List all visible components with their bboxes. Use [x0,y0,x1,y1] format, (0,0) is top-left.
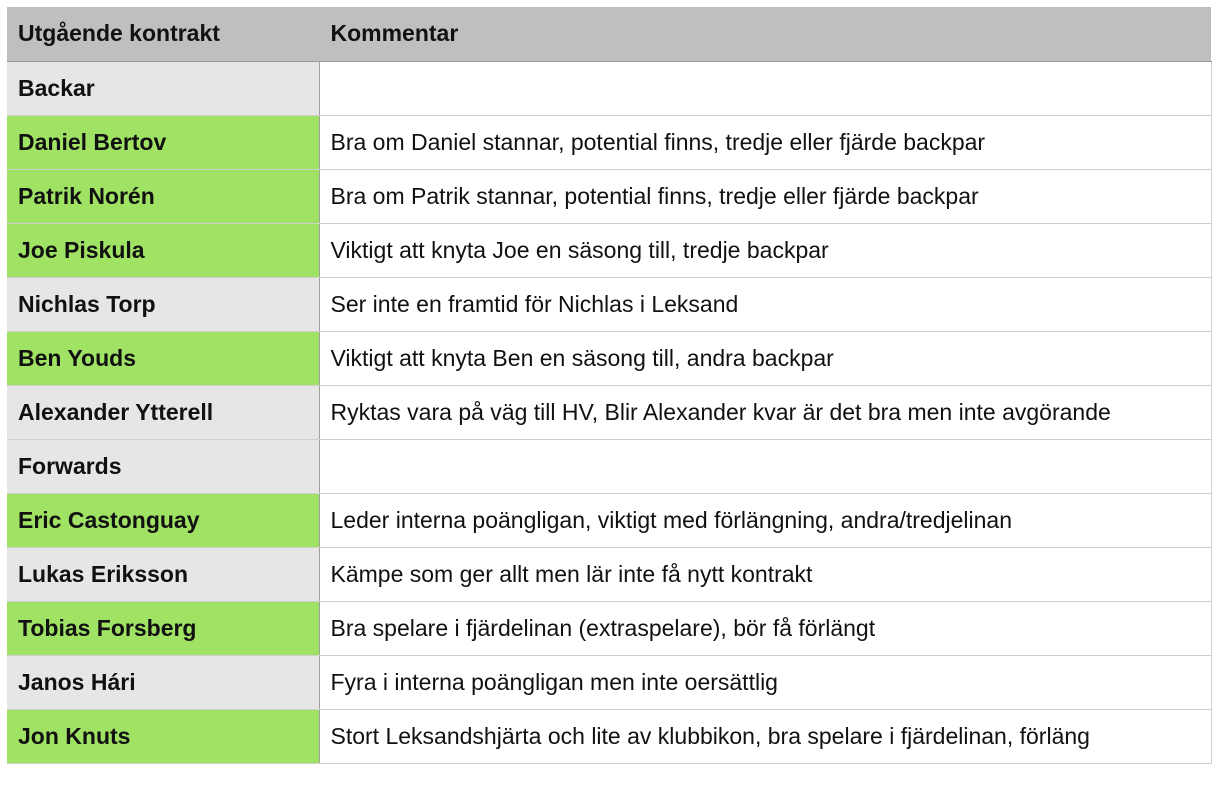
player-name-cell: Jon Knuts [7,709,319,763]
contract-table-container [7,7,1211,764]
header-outgoing-contract: Utgående kontrakt [7,7,319,61]
player-name-cell: Alexander Ytterell [7,385,319,439]
comment-cell: Ser inte en framtid för Nichlas i Leksand [319,277,1211,331]
player-name-cell: Janos Hári [7,655,319,709]
comment-cell: Bra spelare i fjärdelinan (extraspelare), bör få förlängt [319,601,1211,655]
player-name-cell: Lukas Eriksson [7,547,319,601]
comment-cell: Stort Leksandshjärta och lite av klubbikon, bra spelare i fjärdelinan, förläng [319,709,1211,763]
table-row [7,655,1211,709]
contract-table [7,7,1212,764]
comment-cell: Bra om Daniel stannar, potential finns, tredje eller fjärde backpar [319,115,1211,169]
header-comment: Kommentar [319,7,1211,61]
comment-cell: Fyra i interna poängligan men inte oersättlig [319,655,1211,709]
table-row [7,493,1211,547]
table-body [7,61,1211,763]
comment-cell: Kämpe som ger allt men lär inte få nytt kontrakt [319,547,1211,601]
comment-cell: Viktigt att knyta Joe en säsong till, tredje backpar [319,223,1211,277]
player-name-cell: Eric Castonguay [7,493,319,547]
table-row [7,601,1211,655]
player-name-cell: Daniel Bertov [7,115,319,169]
comment-cell: Leder interna poängligan, viktigt med förlängning, andra/tredjelinan [319,493,1211,547]
table-row [7,169,1211,223]
table-row [7,547,1211,601]
table-row [7,331,1211,385]
comment-cell: Ryktas vara på väg till HV, Blir Alexander kvar är det bra men inte avgörande [319,385,1211,439]
table-row [7,385,1211,439]
player-name-cell: Backar [7,61,319,115]
header-row [7,7,1211,61]
player-name-cell: Ben Youds [7,331,319,385]
table-row [7,439,1211,493]
comment-cell [319,61,1211,115]
player-name-cell: Nichlas Torp [7,277,319,331]
comment-cell: Bra om Patrik stannar, potential finns, tredje eller fjärde backpar [319,169,1211,223]
comment-cell [319,439,1211,493]
player-name-cell: Joe Piskula [7,223,319,277]
table-row [7,277,1211,331]
table-row [7,61,1211,115]
table-row [7,709,1211,763]
player-name-cell: Patrik Norén [7,169,319,223]
player-name-cell: Tobias Forsberg [7,601,319,655]
table-row [7,115,1211,169]
comment-cell: Viktigt att knyta Ben en säsong till, andra backpar [319,331,1211,385]
player-name-cell: Forwards [7,439,319,493]
table-row [7,223,1211,277]
